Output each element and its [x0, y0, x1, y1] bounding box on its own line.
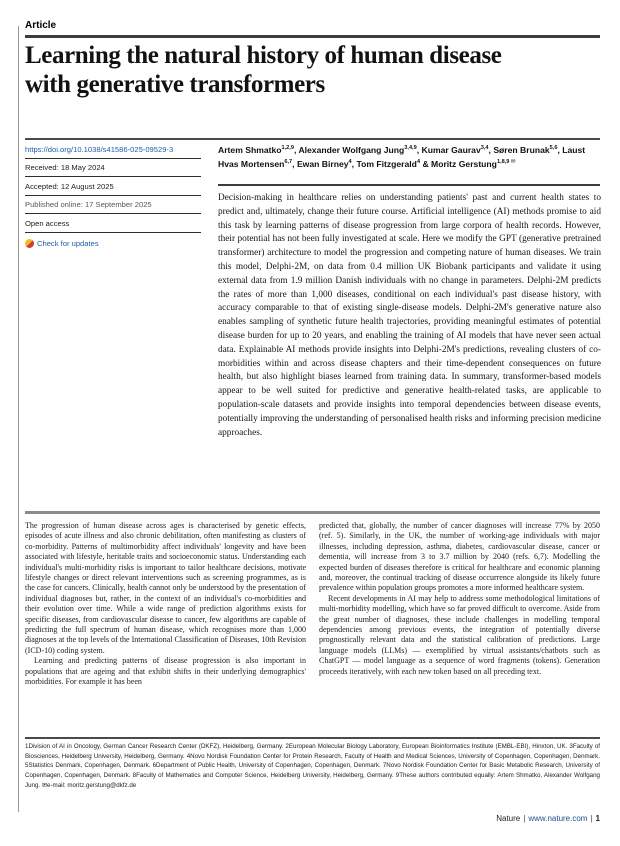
- section-divider-rule: [25, 511, 600, 514]
- doi-row: [25, 140, 201, 159]
- author-name: Kumar Gaurav$^{3,4}$: [421, 144, 489, 155]
- author-name: Alexander Wolfgang Jung$^{3,4,9}$: [298, 144, 417, 155]
- body-paragraph: Recent developments in AI may help to address some methodological limitations of multi-morbidity modelling, which have so far proved difficult to overcome. Aside from the great number of diagnoses, these include challenges in modelling temporal dependencies among previous events, the integration of potentially diverse prognostically relevant data and the statistical calibration of predictions. Large language models (LLMs) — exemplified by virtual assistants/chatbots such as ChatGPT — model language as a sequence of word fragments (tokens). Generation proceeds iteratively, with each new token based on all preceding text.: [319, 593, 600, 676]
- author-list: Artem Shmatko$^{1,2,9}$, Alexander Wolfgang Jung$^{3,4,9}$, Kumar Gaurav$^{3,4}$, Søren Brunak$^{5,6}$, Laust Hvas Mortensen$^{6,7}$, Ewan Birney$^4$, Tom Fitzgerald$^4$ & Moritz Gerstung$^{1,8,9 ✉}$: [218, 144, 586, 169]
- affiliations-rule: [25, 737, 600, 739]
- author-rule: [218, 184, 600, 186]
- footer-separator: |: [590, 814, 593, 823]
- footer-journal-name: Nature: [496, 814, 521, 823]
- footer-nature-url[interactable]: www.nature.com: [528, 814, 588, 823]
- page-footer: [496, 814, 600, 823]
- body-column-right: [319, 521, 600, 677]
- open-access-label: Open access: [25, 214, 201, 233]
- published-date: Published online: 17 September 2025: [25, 196, 201, 215]
- author-name: Artem Shmatko$^{1,2,9}$: [218, 144, 294, 155]
- check-for-updates-label: Check for updates: [37, 238, 99, 248]
- page-edge-line: [18, 26, 19, 812]
- author-name: Tom Fitzgerald$^4$: [356, 158, 421, 169]
- footer-separator: |: [523, 814, 526, 823]
- crossmark-icon: [25, 239, 34, 248]
- doi-link[interactable]: https://doi.org/10.1038/s41586-025-09529-3: [25, 144, 174, 154]
- header-rule: [25, 35, 600, 38]
- affiliations-text: 1Division of AI in Oncology, German Cancer Research Center (DKFZ), Heidelberg, Germany. 2European Molecular Biology Laboratory, European Bioinformatics Institute (EMBL-EBI), Hinxton, UK. 3Faculty of Biosciences, Heidelberg University, Heidelberg, Germany. 4Novo Nordisk Foundation Center for Protein Research, Faculty of Health and Medical Sciences, University of Copenhagen, Copenhagen, Denmark. 5Statistics Denmark, Copenhagen, Denmark. 6Department of Public Health, University of Copenhagen, Copenhagen, Denmark. 7Novo Nordisk Foundation Center for Basic Metabolic Research, University of Copenhagen, Copenhagen, Denmark. 8Faculty of Mathematics and Computer Science, Heidelberg University, Heidelberg, Germany. 9These authors contributed equally: Artem Shmatko, Alexander Wolfgang Jung. ✉e-mail: moritz.gerstung@dkfz.de: [25, 743, 600, 789]
- author-name: Moritz Gerstung$^{1,8,9 ✉}$: [431, 158, 516, 169]
- accepted-date: Accepted: 12 August 2025: [25, 177, 201, 196]
- article-kicker: Article: [25, 20, 57, 31]
- body-paragraph: The progression of human disease across ages is characterised by genetic effects, episodes of acute illness and also chronic debilitation, often manifesting as clusters of co-morbidity. Patterns of multimorbidity affect individuals' longevity and have been associated with lifestyle, heritable traits and socioeconomic status. Understanding each individual's multi-morbidity risks is important to tailor healthcare decisions, motivate lifestyle changes or direct relevant interventions such as screening programmes, as is the case for cancers. Clinically, health cannot only be understood by the presentation of individual diagnoses but, rather, in the context of an individual's co-morbidities and their evolution over time. While a wide range of prediction algorithms exists for specific diseases, from cardiovascular disease to cancer, few algorithms are capable of predicting the full spectrum of human disease, which recognises more than 1,000 diagnoses at the top levels of the International Classification of Diseases, 10th Revision (ICD-10) coding system.: [25, 521, 306, 655]
- author-name: Laust Hvas Mortensen$^{6,7}$: [218, 144, 586, 169]
- metadata-sidebar: [25, 140, 201, 252]
- author-name: Ewan Birney$^4$: [296, 158, 352, 169]
- footer-page-number: 1: [595, 814, 600, 823]
- body-paragraph: predicted that, globally, the number of cancer diagnoses will increase 77% by 2050 (ref. 5). Similarly, in the UK, the number of working-age individuals with major illnesses, including depression, asthma, diabetes, cardiovascular disease, cancer or dementia, will increase from 3 to 3.7 million by 2040 (refs. 6,7). Modelling the expected burden of diseases therefore is critical for healthcare and economic planning and, moreover, the continual tracking of disease occurrence alongside its likely future prevalence within population groups promotes a more informed healthcare system.: [319, 521, 600, 593]
- check-for-updates-button[interactable]: [25, 233, 201, 252]
- author-name: Søren Brunak$^{5,6}$: [493, 144, 558, 155]
- body-paragraph: Learning and predicting patterns of disease progression is also important in populations that are ageing and that exhibit shifts in their underlying demographics' morbidities. For example it has been: [25, 656, 306, 687]
- received-date: Received: 18 May 2024: [25, 159, 201, 178]
- body-column-left: [25, 521, 306, 688]
- page-title: Learning the natural history of human disease with generative transformers: [25, 42, 502, 98]
- abstract-text: Decision-making in healthcare relies on understanding patients' past and current health states to predict and, ultimately, change their future course. Artificial intelligence (AI) methods promise to aid this task by learning patterns of disease progression from large corpora of health records. However, their potential has not been fully investigated at scale. Here we modify the GPT (generative pretrained transformer) architecture to model the progression and competing nature of human diseases. We train this model, Delphi-2M, on data from 0.4 million UK Biobank participants and validate it using external data from 1.9 million Danish individuals with no change in parameters. Delphi-2M predicts the rates of more than 1,000 diseases, conditional on each individual's past disease history, with accuracy comparable to that of existing single-disease models. Delphi-2M's generative nature also enables sampling of synthetic future health trajectories, providing meaningful estimates of potential disease burden for up to 20 years, and enabling the training of AI models that have never seen actual data. Explainable AI methods provide insights into Delphi-2M's predictions, revealing clusters of co-morbidities within and across disease chapters and their time-dependent consequences on future health, but also highlight biases learned from training data. In summary, transformer-based models appear to be well suited for predictive and generative health-related tasks, are applicable to population-scale datasets and provide insights into temporal dependencies between disease events, potentially improving the understanding of personalised health risks and informing precision medicine approaches.: [218, 193, 601, 438]
